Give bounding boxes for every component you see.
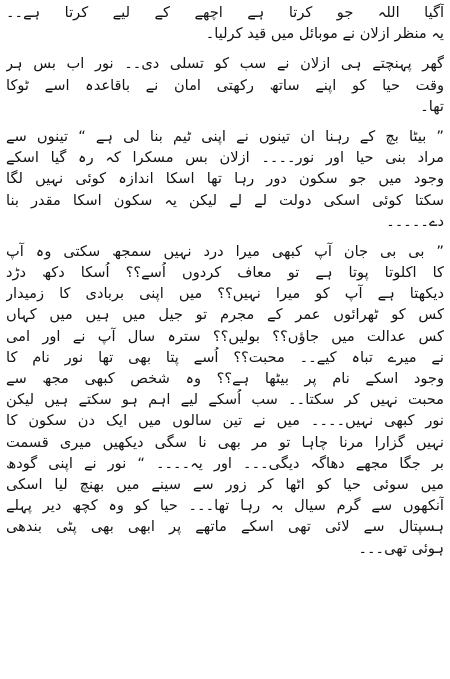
text-line: نور کبھی نہیں۔۔۔۔ میں نے تین سالوں میں ایک دن سکون کا [6, 412, 444, 430]
text-line: ہسپتال سے لائی تھی اسکے ماتھے پر ابھی بھی پٹی بندھی [6, 518, 444, 536]
text-line: ہوئی تھی۔۔۔ [358, 539, 444, 557]
text-line: تھا۔ [420, 97, 444, 115]
text-line: دیکھتا ہے آپ کو میرا نہیں؟؟ میں اپنی بربادی کا زمیدار [6, 285, 444, 303]
text-line: وقت حیا کو اپنے ساتھ رکھتی امان نے باقاعدہ اسے ٹوکا [6, 76, 444, 94]
paragraph-gap [6, 44, 444, 53]
text-line: دے۔۔۔۔۔ [386, 212, 444, 230]
text-line: ” بی بی جان آپ کبھی میرا درد نہیں سمجھ سکتی وہ آپ [6, 242, 444, 260]
text-line: یہ منظر ازلان نے موبائل میں قید کرلیا۔ [205, 25, 444, 43]
text-line: میں سوئی حیا کو اٹھا کر زور سے سینے میں بھنچ لیا اسکی [6, 475, 444, 493]
paragraph-gap [6, 232, 444, 241]
text-line: کس کو ٹھرائوں عمر کے مجرم تو جیل میں ہیں میں کہاں [6, 306, 444, 324]
text-line: مراد بنی حیا اور نور۔۔۔۔ ازلان بس مسکرا کہ رہ گیا اسکے [6, 149, 444, 167]
story-text-page [6, 2, 444, 677]
paragraph-1 [6, 2, 444, 44]
text-line: بر جگا مجھے دھاگہ دیگی۔۔۔ اور یہ۔۔۔۔ “ نور نے اپنی گودھ [6, 454, 444, 472]
text-line: آنکھوں سے گرم سیال بہ رہا تھا۔۔۔ حیا کو وہ کچھ دیر پہلے [6, 497, 444, 515]
paragraph-4 [6, 241, 444, 559]
paragraph-3 [6, 126, 444, 232]
text-line: گھر پہنچتے ہی ازلان نے سب کو تسلی دی۔۔ نور اب بس ہر [6, 55, 444, 73]
text-line: نے میرے تباہ کیے۔۔ محبت؟؟ اُسے پتا بھی تھا نور نام کا [6, 348, 444, 366]
paragraph-2 [6, 53, 444, 117]
text-line: سکتا کوئی اسکی دولت لے لے لیکن یہ سکون اسکا مقدر بنا [6, 191, 444, 209]
text-line: وجود میں جو سکون دور رہا تھا اسکا اندازہ کوئی نہیں لگا [6, 170, 444, 188]
text-line: وجود اسکے نام پر بیٹھا ہے؟؟ وہ شخص کبھی مجھ سے [6, 370, 444, 387]
text-line: آگیا اللہ جو کرتا ہے اچھے کے لیے کرتا ہے۔۔ [6, 4, 444, 21]
text-line: کا اکلوتا پوتا ہے تو معاف کردوں اُسے؟؟ اُسکا دکھ دڑد [6, 264, 444, 282]
text-line: کس عدالت میں جاؤں؟؟ بولیں؟؟ سترہ سال آپ نے اور امی [6, 327, 444, 345]
text-line: محبت نہیں کر سکتا۔۔ سب اُسکے لیے اہم ہو سکتے ہیں لیکن [6, 391, 444, 409]
paragraph-gap [6, 117, 444, 126]
text-line: ” بیٹا بچ کے رہنا ان تینوں نے اپنی ٹیم بنا لی ہے “ تینوں سے [6, 127, 444, 145]
text-line: نہیں گزارا مرنا چاہا تو مر بھی نا سگی دیکھیں میری قسمت [6, 433, 444, 451]
